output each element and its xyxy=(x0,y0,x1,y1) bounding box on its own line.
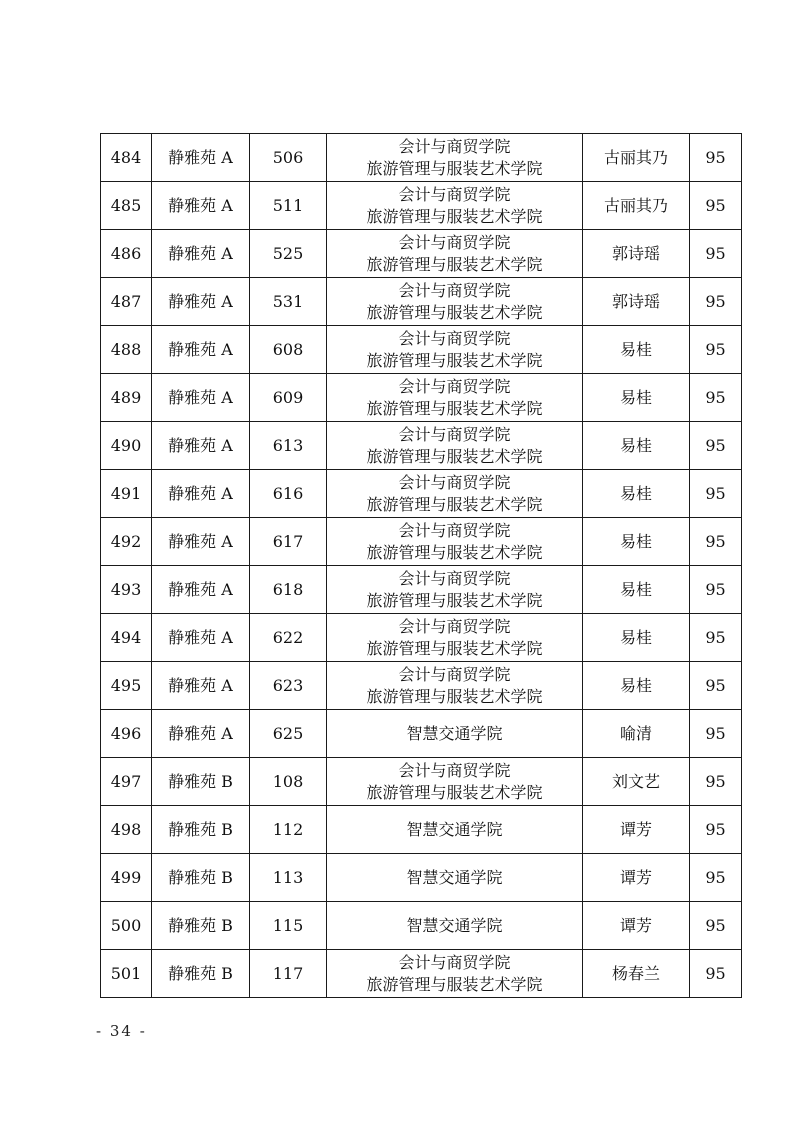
building-cell: 静雅苑 A xyxy=(152,326,250,374)
table-row xyxy=(101,422,742,470)
score-cell: 95 xyxy=(690,230,742,278)
building-cell: 静雅苑 B xyxy=(152,950,250,998)
inspector-name-cell: 杨春兰 xyxy=(583,950,690,998)
table-row xyxy=(101,902,742,950)
building-cell: 静雅苑 A xyxy=(152,374,250,422)
college-cell xyxy=(327,278,583,326)
college-name: 会计与商贸学院 xyxy=(398,760,511,780)
college-name: 旅游管理与服装艺术学院 xyxy=(366,398,543,418)
score-cell: 95 xyxy=(690,470,742,518)
room-number-cell: 622 xyxy=(250,614,327,662)
row-number-cell: 496 xyxy=(101,710,152,758)
inspector-name-cell: 古丽其乃 xyxy=(583,182,690,230)
college-cell xyxy=(327,566,583,614)
college-cell xyxy=(327,470,583,518)
inspector-name-cell: 易桂 xyxy=(583,470,690,518)
row-number-cell: 492 xyxy=(101,518,152,566)
inspector-name-cell: 易桂 xyxy=(583,326,690,374)
inspector-name-cell: 谭芳 xyxy=(583,806,690,854)
room-number-cell: 511 xyxy=(250,182,327,230)
row-number-cell: 498 xyxy=(101,806,152,854)
college-name: 旅游管理与服装艺术学院 xyxy=(366,686,543,706)
score-cell: 95 xyxy=(690,662,742,710)
college-name: 旅游管理与服装艺术学院 xyxy=(366,782,543,802)
college-cell xyxy=(327,374,583,422)
college-name: 会计与商贸学院 xyxy=(398,184,511,204)
room-number-cell: 618 xyxy=(250,566,327,614)
row-number-cell: 488 xyxy=(101,326,152,374)
row-number-cell: 494 xyxy=(101,614,152,662)
row-number-cell: 491 xyxy=(101,470,152,518)
room-number-cell: 609 xyxy=(250,374,327,422)
building-cell: 静雅苑 A xyxy=(152,278,250,326)
table-row xyxy=(101,662,742,710)
college-name: 旅游管理与服装艺术学院 xyxy=(366,638,543,658)
building-cell: 静雅苑 A xyxy=(152,614,250,662)
room-number-cell: 613 xyxy=(250,422,327,470)
score-cell: 95 xyxy=(690,710,742,758)
inspector-name-cell: 易桂 xyxy=(583,422,690,470)
college-name: 旅游管理与服装艺术学院 xyxy=(366,254,543,274)
score-cell: 95 xyxy=(690,902,742,950)
college-name: 会计与商贸学院 xyxy=(398,568,511,588)
college-name: 智慧交通学院 xyxy=(406,723,503,743)
row-number-cell: 495 xyxy=(101,662,152,710)
college-name: 会计与商贸学院 xyxy=(398,376,511,396)
inspector-name-cell: 郭诗瑶 xyxy=(583,230,690,278)
room-number-cell: 113 xyxy=(250,854,327,902)
page-number: - 34 - xyxy=(96,1022,147,1040)
inspector-name-cell: 易桂 xyxy=(583,518,690,566)
row-number-cell: 493 xyxy=(101,566,152,614)
table-row xyxy=(101,326,742,374)
row-number-cell: 490 xyxy=(101,422,152,470)
college-name: 旅游管理与服装艺术学院 xyxy=(366,158,543,178)
table-body xyxy=(101,134,742,998)
room-number-cell: 112 xyxy=(250,806,327,854)
room-number-cell: 623 xyxy=(250,662,327,710)
college-name: 智慧交通学院 xyxy=(406,819,503,839)
score-cell: 95 xyxy=(690,182,742,230)
college-name: 会计与商贸学院 xyxy=(398,664,511,684)
college-name: 旅游管理与服装艺术学院 xyxy=(366,542,543,562)
college-cell xyxy=(327,422,583,470)
room-number-cell: 117 xyxy=(250,950,327,998)
inspector-name-cell: 谭芳 xyxy=(583,854,690,902)
row-number-cell: 499 xyxy=(101,854,152,902)
table-row xyxy=(101,470,742,518)
row-number-cell: 487 xyxy=(101,278,152,326)
row-number-cell: 486 xyxy=(101,230,152,278)
building-cell: 静雅苑 A xyxy=(152,422,250,470)
inspector-name-cell: 刘文艺 xyxy=(583,758,690,806)
inspection-score-table xyxy=(100,133,742,998)
room-number-cell: 625 xyxy=(250,710,327,758)
table-row xyxy=(101,806,742,854)
college-name: 会计与商贸学院 xyxy=(398,952,511,972)
college-name: 旅游管理与服装艺术学院 xyxy=(366,206,543,226)
college-name: 旅游管理与服装艺术学院 xyxy=(366,590,543,610)
college-cell xyxy=(327,182,583,230)
room-number-cell: 617 xyxy=(250,518,327,566)
college-cell xyxy=(327,854,583,902)
score-cell: 95 xyxy=(690,614,742,662)
building-cell: 静雅苑 A xyxy=(152,566,250,614)
score-cell: 95 xyxy=(690,422,742,470)
college-name: 会计与商贸学院 xyxy=(398,280,511,300)
inspector-name-cell: 易桂 xyxy=(583,614,690,662)
college-name: 会计与商贸学院 xyxy=(398,136,511,156)
college-name: 旅游管理与服装艺术学院 xyxy=(366,446,543,466)
inspector-name-cell: 易桂 xyxy=(583,374,690,422)
score-cell: 95 xyxy=(690,278,742,326)
score-cell: 95 xyxy=(690,326,742,374)
score-cell: 95 xyxy=(690,566,742,614)
table-row xyxy=(101,518,742,566)
row-number-cell: 484 xyxy=(101,134,152,182)
room-number-cell: 108 xyxy=(250,758,327,806)
row-number-cell: 497 xyxy=(101,758,152,806)
table-row xyxy=(101,854,742,902)
building-cell: 静雅苑 A xyxy=(152,470,250,518)
college-cell xyxy=(327,614,583,662)
score-cell: 95 xyxy=(690,854,742,902)
inspector-name-cell: 谭芳 xyxy=(583,902,690,950)
room-number-cell: 506 xyxy=(250,134,327,182)
inspector-name-cell: 古丽其乃 xyxy=(583,134,690,182)
college-name: 旅游管理与服装艺术学院 xyxy=(366,350,543,370)
room-number-cell: 115 xyxy=(250,902,327,950)
score-cell: 95 xyxy=(690,134,742,182)
building-cell: 静雅苑 A xyxy=(152,134,250,182)
score-cell: 95 xyxy=(690,758,742,806)
table-row xyxy=(101,374,742,422)
table-row xyxy=(101,278,742,326)
building-cell: 静雅苑 A xyxy=(152,710,250,758)
table-row xyxy=(101,566,742,614)
score-cell: 95 xyxy=(690,806,742,854)
inspector-name-cell: 易桂 xyxy=(583,566,690,614)
building-cell: 静雅苑 B xyxy=(152,758,250,806)
college-name: 旅游管理与服装艺术学院 xyxy=(366,974,543,994)
college-cell xyxy=(327,230,583,278)
college-cell xyxy=(327,662,583,710)
building-cell: 静雅苑 A xyxy=(152,662,250,710)
row-number-cell: 489 xyxy=(101,374,152,422)
college-name: 会计与商贸学院 xyxy=(398,328,511,348)
room-number-cell: 616 xyxy=(250,470,327,518)
building-cell: 静雅苑 A xyxy=(152,182,250,230)
building-cell: 静雅苑 A xyxy=(152,230,250,278)
building-cell: 静雅苑 A xyxy=(152,518,250,566)
score-cell: 95 xyxy=(690,950,742,998)
college-name: 智慧交通学院 xyxy=(406,867,503,887)
college-cell xyxy=(327,134,583,182)
row-number-cell: 501 xyxy=(101,950,152,998)
room-number-cell: 525 xyxy=(250,230,327,278)
college-cell xyxy=(327,326,583,374)
building-cell: 静雅苑 B xyxy=(152,854,250,902)
table-row xyxy=(101,614,742,662)
row-number-cell: 485 xyxy=(101,182,152,230)
row-number-cell: 500 xyxy=(101,902,152,950)
college-name: 会计与商贸学院 xyxy=(398,472,511,492)
table-row xyxy=(101,134,742,182)
building-cell: 静雅苑 B xyxy=(152,902,250,950)
college-name: 旅游管理与服装艺术学院 xyxy=(366,302,543,322)
college-name: 会计与商贸学院 xyxy=(398,616,511,636)
college-cell xyxy=(327,518,583,566)
college-cell xyxy=(327,758,583,806)
college-cell xyxy=(327,710,583,758)
table-row xyxy=(101,710,742,758)
college-name: 会计与商贸学院 xyxy=(398,520,511,540)
inspector-name-cell: 喻清 xyxy=(583,710,690,758)
room-number-cell: 531 xyxy=(250,278,327,326)
college-name: 会计与商贸学院 xyxy=(398,424,511,444)
table-row xyxy=(101,758,742,806)
college-cell xyxy=(327,806,583,854)
college-cell xyxy=(327,902,583,950)
table-row xyxy=(101,230,742,278)
college-name: 旅游管理与服装艺术学院 xyxy=(366,494,543,514)
college-name: 会计与商贸学院 xyxy=(398,232,511,252)
table-row xyxy=(101,950,742,998)
score-cell: 95 xyxy=(690,518,742,566)
table-row xyxy=(101,182,742,230)
college-name: 智慧交通学院 xyxy=(406,915,503,935)
room-number-cell: 608 xyxy=(250,326,327,374)
inspector-name-cell: 郭诗瑶 xyxy=(583,278,690,326)
building-cell: 静雅苑 B xyxy=(152,806,250,854)
inspector-name-cell: 易桂 xyxy=(583,662,690,710)
college-cell xyxy=(327,950,583,998)
score-cell: 95 xyxy=(690,374,742,422)
